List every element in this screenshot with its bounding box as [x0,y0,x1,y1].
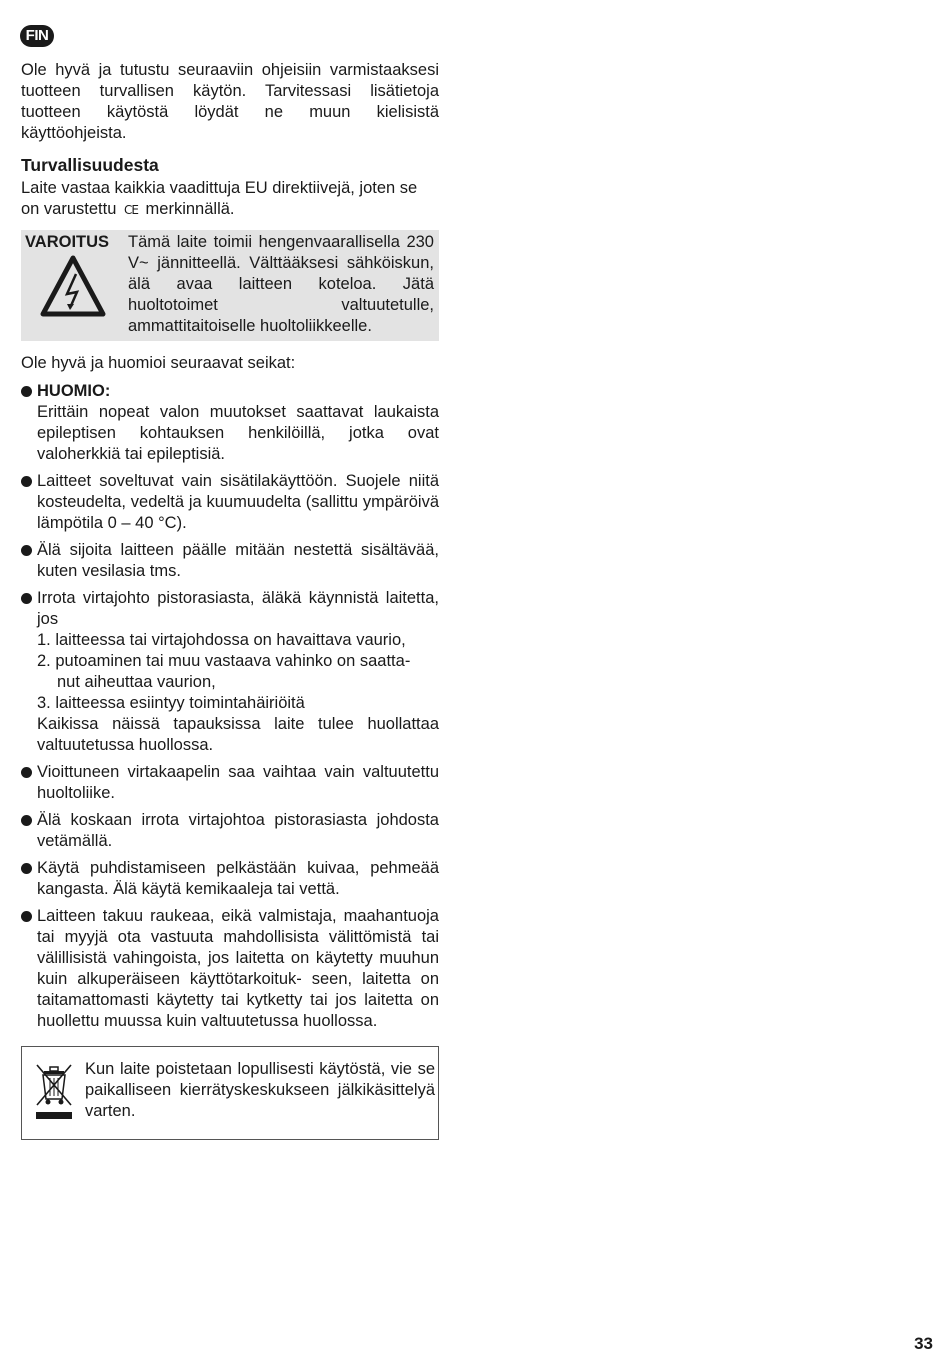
language-badge: FIN [20,25,54,47]
page-number: 33 [914,1334,933,1353]
list-item [21,540,439,582]
crossed-out-wheelie-bin-icon [34,1061,74,1131]
bullet-icon [21,545,32,556]
condition-item-line: 2. putoaminen tai muu vastaava vahinko on saatta- [37,652,411,670]
safety-text-after: merkinnällä. [145,200,235,218]
safety-notes-list [21,381,439,1038]
bullet-icon [21,863,32,874]
unplug-conditions [37,630,439,714]
condition-item [37,651,439,693]
condition-item: 1. laitteessa tai virtajohdossa on havaittava vaurio, [37,631,406,649]
high-voltage-warning-icon [39,254,107,324]
intro-paragraph: Ole hyvä ja tutustu seuraaviin ohjeisiin varmistaaksesi tuotteen turvallisen käytön. Tarvitessasi lisätietoja tuotteen käytöstä löydät ne muun kielisistä käyttöohjeista. [21,61,439,142]
unplug-by-cord-text: Älä koskaan irrota virtajohtoa pistorasiasta johdosta vetämällä. [37,811,439,850]
ce-mark: CE [123,203,138,217]
safety-paragraph [21,178,439,221]
condition-item: 3. laitteessa esiintyy toimintahäiriöitä [37,694,305,712]
unplug-intro: Irrota virtajohto pistorasiasta, äläkä käynnistä laitetta, jos [37,589,439,628]
warning-label: VAROITUS [25,233,110,251]
safety-heading: Turvallisuudesta [21,155,159,175]
safety-text-before: Laite vastaa kaikkia vaadittuja EU direktiivejä, joten se on varustettu [21,179,418,218]
list-item [21,471,439,534]
list-item [21,810,439,852]
list-item [21,762,439,804]
indoor-use-text: Laitteet soveltuvat vain sisätilakäyttöön. Suojele niitä kosteudelta, vedeltä ja kuumuudelta (sallittu ympäröivä lämpötila 0 – 40 °C). [37,472,439,532]
recycling-box [21,1046,439,1140]
unplug-outro: Kaikissa näissä tapauksissa laite tulee huollattaa valtuutetussa huollossa. [37,715,439,754]
warning-text: Tämä laite toimii hengenvaarallisella 230 V~ jännitteellä. Välttääksesi sähköiskun, älä avaa laitteen koteloa. Jätä huoltotoimet valtuutetulle, ammattitaitoiselle huoltoliikkeelle. [128,233,434,335]
condition-item-continuation: nut aiheuttaa vaurion, [57,673,216,691]
list-item [21,381,439,465]
recycling-text: Kun laite poistetaan lopullisesti käytöstä, vie se paikalliseen kierrätyskeskukseen jälkikäsittelyä varten. [85,1060,435,1120]
attention-text: Erittäin nopeat valon muutokset saattavat laukaista epileptisen kohtauksen henkilöillä, jotka ovat valoherkkiä tai epileptisiä. [37,403,439,463]
no-liquids-text: Älä sijoita laitteen päälle mitään nestettä sisältävää, kuten vesilasia tms. [37,541,439,580]
bullet-icon [21,593,32,604]
list-item [21,906,439,1032]
warning-box [21,230,439,341]
cleaning-text: Käytä puhdistamiseen pelkästään kuivaa, pehmeää kangasta. Älä käytä kemikaaleja tai vettä. [37,859,439,898]
cable-replacement-text: Vioittuneen virtakaapelin saa vaihtaa vain valtuutettu huoltoliike. [37,763,439,802]
warranty-text: Laitteen takuu raukeaa, eikä valmistaja, maahantuoja tai myyjä ota vastuuta mahdollisista välittömistä tai välillisistä vahingoista, jos laitetta on käytetty muuhun kuin alkuperäiseen käyttötarkoituk- seen, laitetta on taitamattomasti käytetty tai kytketty tai jos laitetta on huollettu muussa kuin valtuutetussa huollossa. [37,907,439,1030]
bullet-icon [21,767,32,778]
bullet-icon [21,911,32,922]
note-intro: Ole hyvä ja huomioi seuraavat seikat: [21,354,296,372]
bullet-icon [21,476,32,487]
bullet-icon [21,815,32,826]
bullet-icon [21,386,32,397]
attention-title: HUOMIO: [37,382,111,400]
list-item [21,858,439,900]
list-item [21,588,439,756]
